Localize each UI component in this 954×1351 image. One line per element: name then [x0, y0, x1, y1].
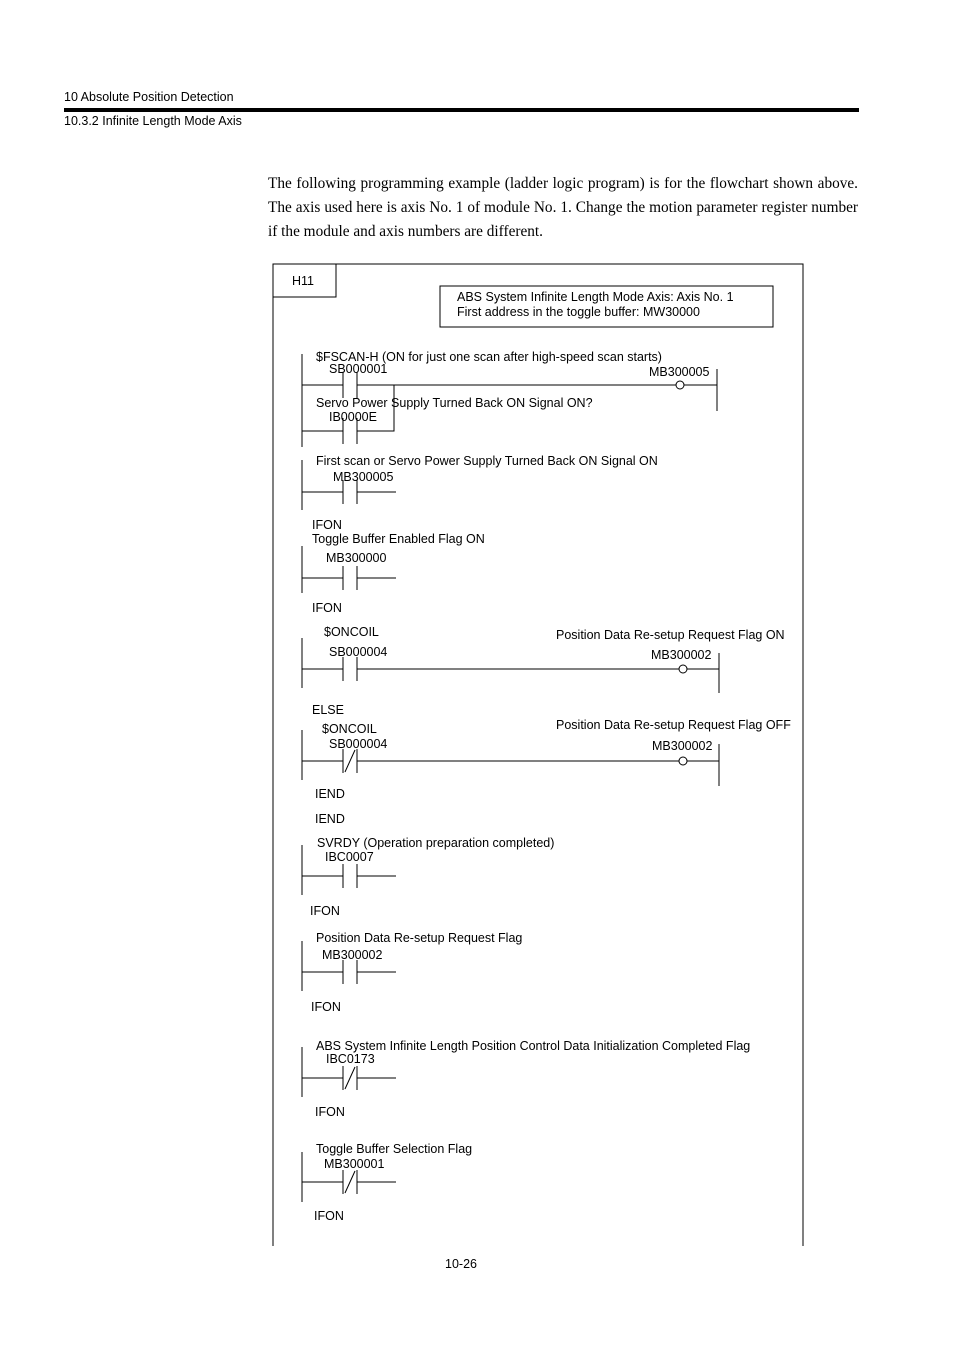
rung-comment: SVRDY (Operation preparation completed) — [317, 836, 555, 850]
rung-comment: First scan or Servo Power Supply Turned Back ON Signal ON — [316, 454, 658, 468]
contact-address: IBC0007 — [325, 850, 374, 864]
keyword-iend: IEND — [315, 812, 345, 826]
keyword-ifon: IFON — [310, 904, 340, 918]
rung-comment: Servo Power Supply Turned Back ON Signal ON? — [316, 396, 593, 410]
rung-comment: Toggle Buffer Selection Flag — [316, 1142, 473, 1156]
contact-address: SB000001 — [329, 362, 388, 376]
keyword-ifon: IFON — [315, 1105, 345, 1119]
contact-address: MB300000 — [326, 551, 387, 565]
contact-address: MB300001 — [324, 1157, 385, 1171]
keyword-else: ELSE — [312, 703, 344, 717]
contact-address: IBC0173 — [326, 1052, 375, 1066]
coil — [679, 665, 687, 673]
rung-comment: Position Data Re-setup Request Flag — [316, 931, 523, 945]
rung-comment: $ONCOIL — [324, 625, 379, 639]
coil — [679, 757, 687, 765]
rung-5 — [302, 718, 791, 826]
contact-address: IB0000E — [329, 410, 377, 424]
intro-text: The following programming example (ladder logic program) is for the flowchart shown above. The axis used here is axis No. 1 of module No. 1. Change the motion parameter register number if the module and axis numbers are different. — [268, 175, 858, 240]
coil-comment: Position Data Re-setup Request Flag ON — [556, 628, 785, 642]
coil-address: MB300002 — [651, 648, 712, 662]
keyword-ifon: IFON — [311, 1000, 341, 1014]
chapter-header: 10 Absolute Position Detection — [64, 90, 234, 104]
keyword-ifon: IFON — [312, 518, 342, 532]
rung-1 — [302, 350, 717, 447]
rung-3 — [302, 532, 485, 615]
contact-address: MB300002 — [322, 948, 383, 962]
contact-address: MB300005 — [333, 470, 394, 484]
coil-address: MB300002 — [652, 739, 713, 753]
coil — [676, 381, 684, 389]
rung-2 — [302, 454, 658, 532]
coil-comment: Position Data Re-setup Request Flag OFF — [556, 718, 791, 732]
contact-address: SB000004 — [329, 645, 388, 659]
page-number: 10-26 — [445, 1257, 477, 1271]
rung-comment: $ONCOIL — [322, 722, 377, 736]
comment-line-1: ABS System Infinite Length Mode Axis: Axis No. 1 — [457, 290, 734, 304]
keyword-iend: IEND — [315, 787, 345, 801]
rung-4 — [302, 625, 785, 717]
keyword-ifon: IFON — [314, 1209, 344, 1223]
rung-comment: $FSCAN-H (ON for just one scan after high-speed scan starts) — [316, 350, 662, 364]
rung-9 — [302, 1142, 472, 1223]
comment-line-2: First address in the toggle buffer: MW30000 — [457, 305, 700, 319]
rung-comment: Toggle Buffer Enabled Flag ON — [312, 532, 485, 546]
coil-address: MB300005 — [649, 365, 710, 379]
drawing-label: H11 — [292, 274, 315, 288]
section-header: 10.3.2 Infinite Length Mode Axis — [64, 114, 242, 128]
keyword-ifon: IFON — [312, 601, 342, 615]
rung-6 — [302, 836, 554, 918]
contact-address: SB000004 — [329, 737, 388, 751]
rung-8 — [302, 1039, 750, 1119]
rung-7 — [302, 931, 522, 1014]
rung-comment: ABS System Infinite Length Position Control Data Initialization Completed Flag — [316, 1039, 751, 1053]
